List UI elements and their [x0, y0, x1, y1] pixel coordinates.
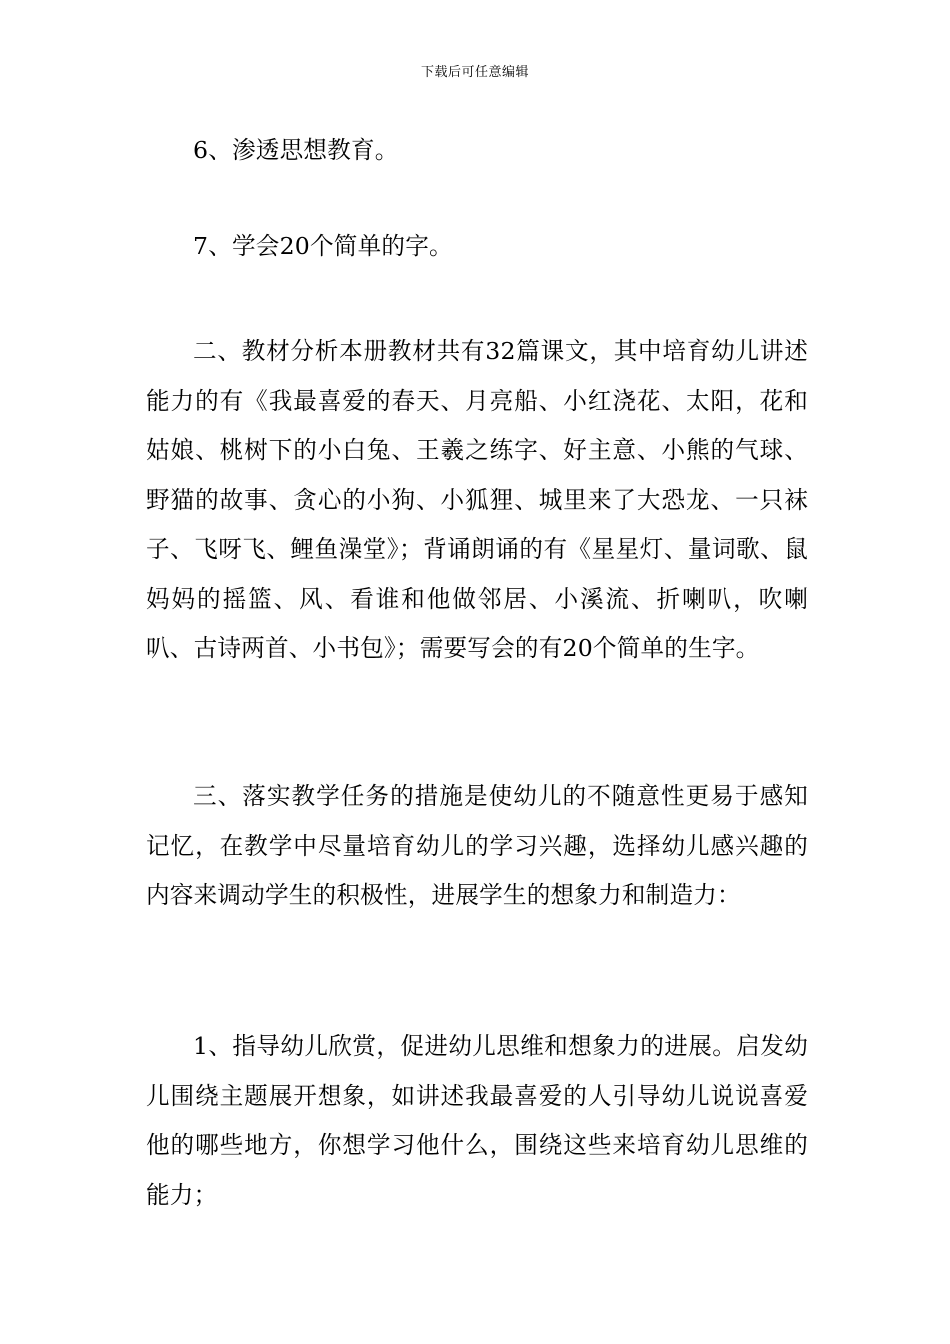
page-header: 下载后可任意编辑 [420, 65, 529, 80]
paragraph-measure-1: 1、指导幼儿欣赏，促进幼儿思维和想象力的进展。启发幼儿围绕主题展开想象，如讲述我最喜爱的人引导幼儿说说喜爱他的哪些地方，你想学习他什么，围绕这些来培育幼儿思维的能力； [146, 1032, 808, 1209]
paragraph-teaching-measures: 三、落实教学任务的措施是使幼儿的不随意性更易于感知记忆，在教学中尽量培育幼儿的学习兴趣，选择幼儿感兴趣的内容来调动学生的积极性，进展学生的想象力和制造力： [146, 782, 808, 909]
paragraph-textbook-analysis: 二、教材分析本册教材共有32篇课文，其中培育幼儿讲述能力的有《我最喜爱的春天、月亮船、小红浇花、太阳，花和姑娘、桃树下的小白兔、王羲之练字、好主意、小熊的气球、野猫的故事、贪心的小狗、小狐狸、城里来了大恐龙、一只袜子、飞呀飞、鲤鱼澡堂》；背诵朗诵的有《星星灯、量词歌、鼠妈妈的摇篮、风、看谁和他做邻居、小溪流、折喇叭，吹喇叭、古诗两首、小书包》；需要写会的有20个简单的生字。 [146, 337, 808, 662]
paragraph-item-7: 7、学会20个简单的字。 [193, 232, 453, 260]
paragraph-item-6: 6、渗透思想教育。 [193, 136, 399, 164]
